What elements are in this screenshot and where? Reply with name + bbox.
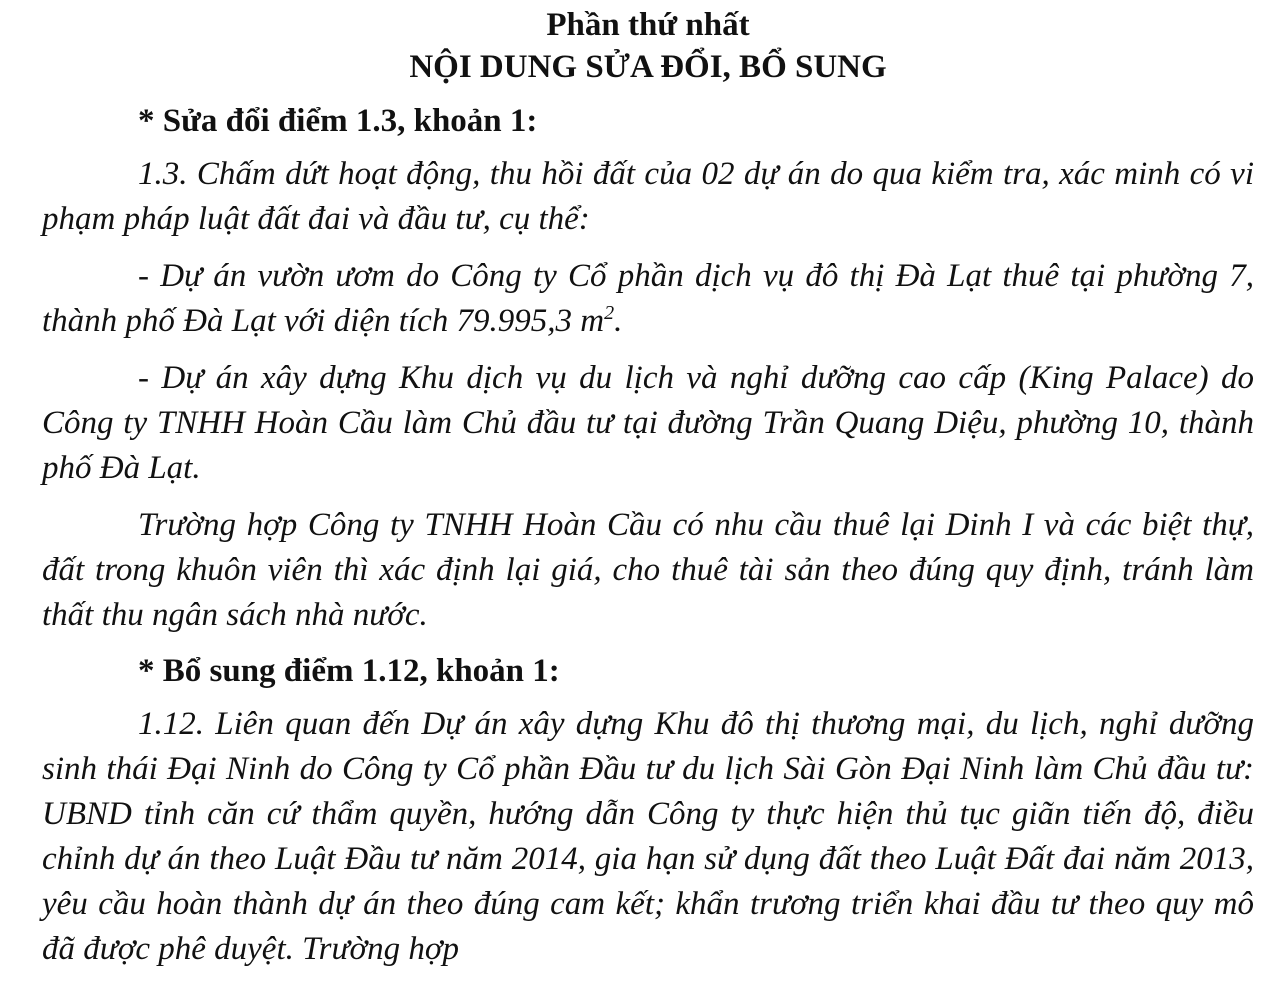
section-1-paragraph-1: 1.3. Chấm dứt hoạt động, thu hồi đất của 02 dự án do qua kiểm tra, xác minh có vi phạm pháp luật đất đai và đầu tư, cụ thể: xyxy=(42,156,1254,237)
superscript-2: 2 xyxy=(604,302,615,324)
section-2-paragraph-1: 1.12. Liên quan đến Dự án xây dựng Khu đô thị thương mại, du lịch, nghỉ dưỡng sinh thái Đại Ninh do Công ty Cổ phần Đầu tư du lịch Sài Gòn Đại Ninh làm Chủ đầu tư: UBND tỉnh căn cứ thẩm quyền, hướng dẫn Công ty thực hiện thủ tục giãn tiến độ, điều chỉnh dự án theo Luật Đầu tư năm 2014, gia hạn sử dụng đất theo Luật Đất đai năm 2013, yêu cầu hoàn thành dự án theo đúng cam kết; khẩn trương triển khai đầu tư theo quy mô đã được phê duyệt. Trường hợp xyxy=(42,706,1254,967)
document-title-content: NỘI DUNG SỬA ĐỔI, BỔ SUNG xyxy=(409,49,887,85)
section-1-paragraph-2 xyxy=(42,254,1254,344)
section-1-heading: * Sửa đổi điểm 1.3, khoản 1: xyxy=(138,103,538,139)
section-1-paragraph-2-end: . xyxy=(614,303,623,339)
document-page xyxy=(42,0,1254,972)
section-1-paragraph-2-text: - Dự án vườn ươm do Công ty Cổ phần dịch vụ đô thị Đà Lạt thuê tại phường 7, thành phố Đà Lạt với diện tích 79.995,3 m xyxy=(42,258,1254,339)
section-2-heading: * Bổ sung điểm 1.12, khoản 1: xyxy=(138,653,560,689)
section-1-paragraph-4: Trường hợp Công ty TNHH Hoàn Cầu có nhu cầu thuê lại Dinh I và các biệt thự, đất trong khuôn viên thì xác định lại giá, cho thuê tài sản theo đúng quy định, tránh làm thất thu ngân sách nhà nước. xyxy=(42,507,1254,633)
section-1-paragraph-3: - Dự án xây dựng Khu dịch vụ du lịch và nghỉ dưỡng cao cấp (King Palace) do Công ty TNHH Hoàn Cầu làm Chủ đầu tư tại đường Trần Quang Diệu, phường 10, thành phố Đà Lạt. xyxy=(42,360,1254,486)
document-title-part: Phần thứ nhất xyxy=(546,7,750,43)
